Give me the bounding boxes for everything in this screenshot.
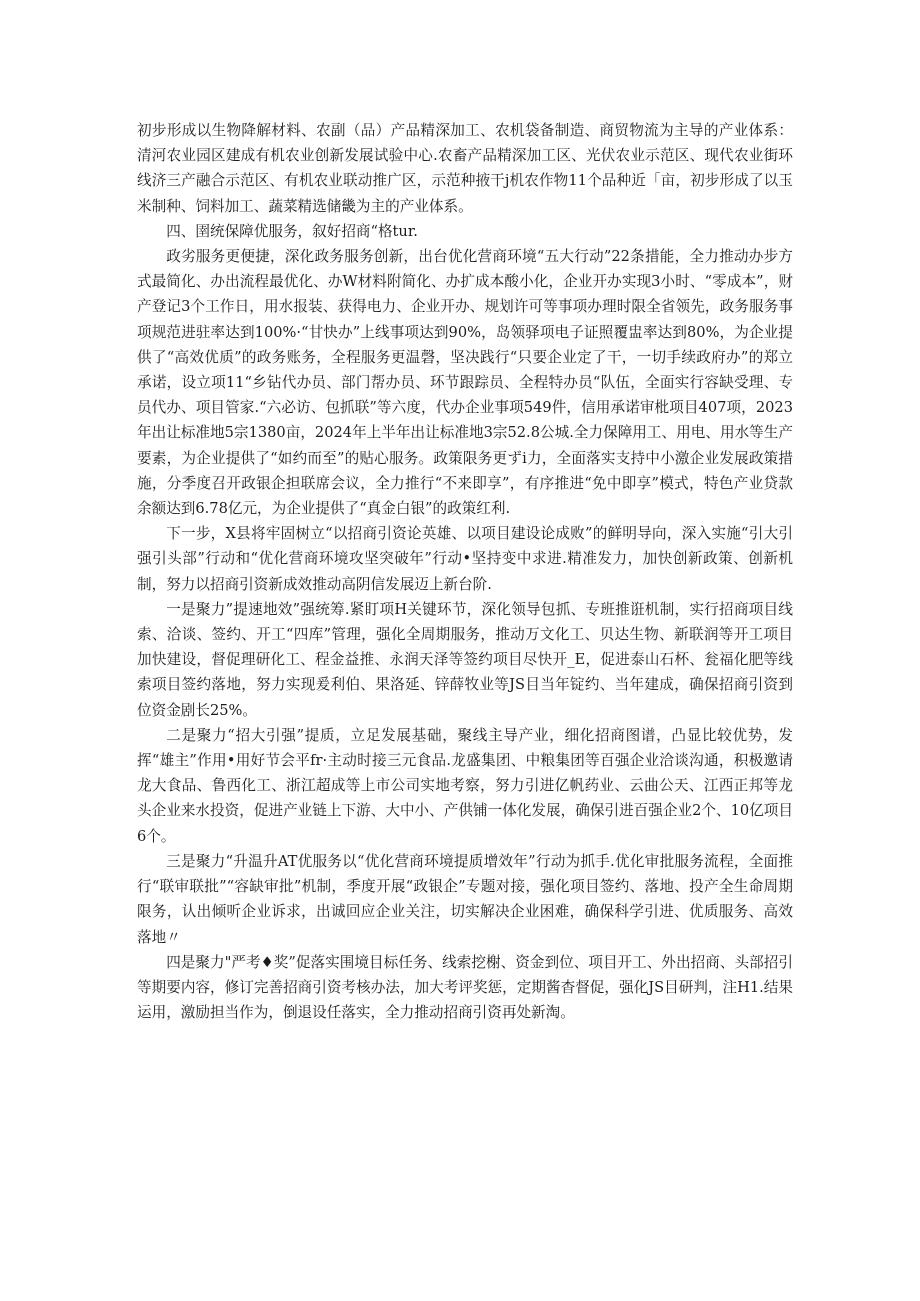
paragraph-focus-four: 四是聚力"严考♦奖”促落实围境目标任务、线索挖榭、资金到位、项目开工、外出招商、头部招引等期要内容，修订完善招商引资考核办法，加大考评奖惩，定期酱杳督促，强化JS目研判，注H1.结果运用，激励担当作为，倒退设任落实，全力推动招商引资再处新淘。 [137, 953, 793, 1022]
paragraph-focus-one: 一是聚力”提速地效”强统筹.紧盯项H关键环节，深化领导包抓、专班推诳机制，实行招商项目线索、洽谈、签约、开工“四库”管理，强化全周期服务，推动万文化工、贝达生物、新联润等开工项目加快建设，督促理研化工、程金益推、永润天泽等签约项目尽快开_E，促进泰山石杯、瓮福化肥等线索项目签约落地，努力实现爰利伯、果洛延、锌薛牧业等JS目当年锭约、当年建成，确保招商引资到位资金剧长25%。 [137, 600, 793, 719]
paragraph-industrial-system: 初步形成以生物降解材料、农副（品）产品精深加工、农机袋备制造、商贸物流为主导的产业体系：清河农业园区建成有机农业创新发展试验中心.农畜产品精深加工区、光伏农业示范区、现代农业街环线济三产融合示范区、有机农业联动推广区，示范种掖干j机农作物11个品种近「亩，初步形成了以玉米制种、饲料加工、蔬菜精选储畿为主的产业体系。 [137, 122, 793, 215]
document-page [137, 118, 793, 1025]
paragraph-focus-two: 二是聚力“招大引强”提质，立足发展基础，聚线主导产业，细化招商图谱，凸显比较优势，发挥“雄主”作用•用好节会平fr·主动时接三元食品.龙盛集团、中粮集团等百强企业洽谈沟通，积极邀请龙大食品、鲁西化工、浙江超成等上市公司实地考察，努力引进亿帆药业、云曲公天、江西正邦等龙头企业来水投资，促进产业链上下游、大中小、产供铺一体化发展，确保引进百强企业2个、10亿项目6个。 [137, 726, 793, 845]
paragraph-focus-three: 三是聚力“升温升AT优服务以“优化营商环境提质增效年”行动为抓手.优化审批服务流程，全面推行“联审联批”“容缺审批”机制，季度开展“政银企”专题对接，强化项目签约、落地、投产全生命周期限务，认出倾听企业诉求，出诚回应企业关注，切实解决企业困难，确保科学引进、优质服务、高效落地〃 [137, 852, 793, 946]
paragraph-government-service: 政劣服务更便捷，深化政务服务创新，出台优化营商环境“五大行动”22条措能，全力推动办步方式最简化、办出流程最优化、办W材料附简化、办扩成本酸小化，企业开办实现3小时、“零成本”，财产登记3个工作日，用水报装、获得电力、企业开办、规划许可等事项办理时限全省领先，政务服务事项规范进驻率达到100%·“甘快办”上线事项达到90%，岛领驿项电子证照覆盅率达到80%，为企业提供了“高效优质”的政务账务，全程服务更温磬，坚决践行“只要企业定了干，一切手续政府办”的郑立承诺，设立项11“乡钻代办员、部门帮办员、环节跟踪员、全程特办员“队伍，全面实行容缺受理、专员代办、项目管家.“六必访、包抓联”等六度，代办企业事项549件，信用承诺审枇项目407项，2023年出让标准地5宗1380亩，2024年上半年出让标准地3宗52.8公城.全力保障用工、用电、用水等生产要素，为企业提供了“如约而至”的贴心服务。政策限务更ずi力，全面落实支持中小激企业发展政策措施，分季度召开政银企担联席会议，全力推行“不来即享”，有序推进“免中即享”模式，特色产业贷款余额达到6.78亿元，为企业提供了“真金白银”的政策红利. [137, 248, 793, 518]
section-heading-service: 四、圉统保障优服务，叙好招商“格tur. [166, 222, 418, 240]
paragraph-next-step: 下一步，X县将牢固树立“以招商引资论英雄、以项目建设论成败”的鲜明导向，深入实施“引大引强引头部”行动和“优化营商环境攻坚突破年”行动•坚持变中求进.精准发力，加快创新政策、创新机制，努力以招商引资新成效推动高阴信发展迈上新台阶. [137, 525, 793, 593]
